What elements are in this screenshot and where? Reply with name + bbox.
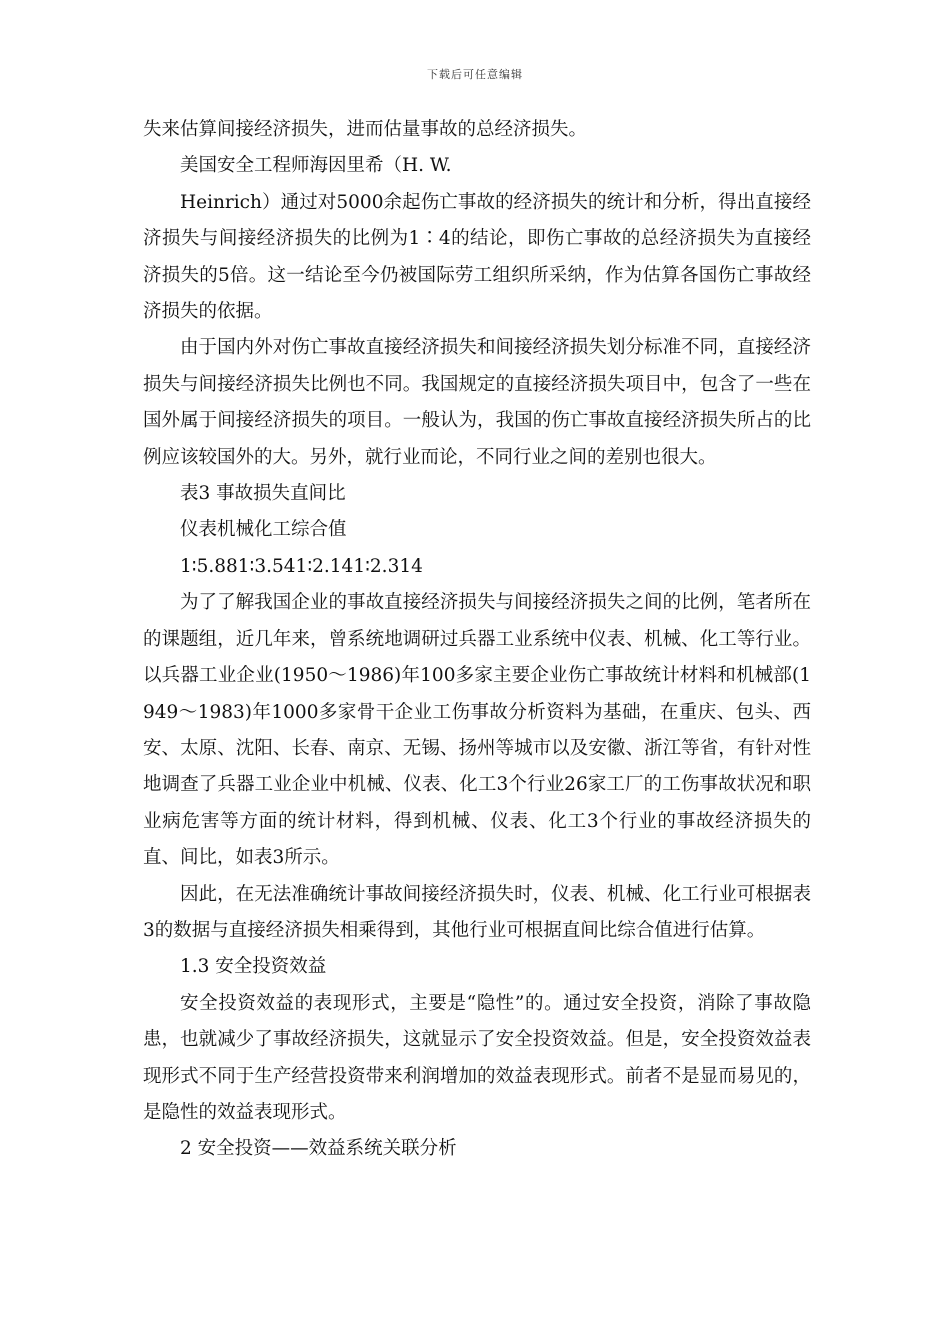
paragraph: 安全投资效益的表现形式，主要是“隐性”的。通过安全投资，消除了事故隐患，也就减少了事故经济损失，这就显示了安全投资效益。但是，安全投资效益表现形式不同于生产经营投资带来利润增加的效益表现形式。前者不是显而易见的，是隐性的效益表现形式。 [143, 992, 811, 1123]
document-body [143, 112, 811, 1168]
paragraph: 由于国内外对伤亡事故直接经济损失和间接经济损失划分标准不同，直接经济损失与间接经济损失比例也不同。我国规定的直接经济损失项目中，包含了一些在国外属于间接经济损失的项目。一般认为，我国的伤亡事故直接经济损失所占的比例应该较国外的大。另外，就行业而论，不同行业之间的差别也很大。 [143, 337, 811, 468]
paragraph: 美国安全工程师海因里希（H. W. [180, 155, 452, 177]
paragraph: 失来估算间接经济损失，进而估量事故的总经济损失。 [143, 119, 588, 140]
table-header-row: 仪表机械化工综合值 [180, 519, 347, 541]
page-header: 下载后可任意编辑 [427, 68, 523, 81]
table-value-row: 1∶5.881∶3.541∶2.141∶2.314 [180, 555, 423, 577]
paragraph: 因此，在无法准确统计事故间接经济损失时，仪表、机械、化工行业可根据表3的数据与直接经济损失相乘得到，其他行业可根据直间比综合值进行估算。 [143, 883, 811, 941]
paragraph: 为了了解我国企业的事故直接经济损失与间接经济损失之间的比例，笔者所在的课题组，近几年来，曾系统地调研过兵器工业系统中仪表、机械、化工等行业。以兵器工业企业(1950～1986)年100多家主要企业伤亡事故统计材料和机械部(1949～1983)年1000多家骨干企业工伤事故分析资料为基础，在重庆、包头、西安、太原、沈阳、长春、南京、无锡、扬州等城市以及安徽、浙江等省，有针对性地调查了兵器工业企业中机械、仪表、化工3个行业26家工厂的工伤事故状况和职业病危害等方面的统计材料，得到机械、仪表、化工3个行业的事故经济损失的直、间比，如表3所示。 [143, 592, 811, 869]
section-heading: 2 安全投资——效益系统关联分析 [180, 1138, 457, 1160]
section-heading: 1.3 安全投资效益 [180, 956, 327, 978]
paragraph: Heinrich）通过对5000余起伤亡事故的经济损失的统计和分析，得出直接经济损失与间接经济损失的比例为1∶4的结论，即伤亡事故的总经济损失为直接经济损失的5倍。这一结论至今仍被国际劳工组织所采纳，作为估算各国伤亡事故经济损失的依据。 [143, 191, 811, 323]
table-caption: 表3 事故损失直间比 [180, 483, 346, 505]
